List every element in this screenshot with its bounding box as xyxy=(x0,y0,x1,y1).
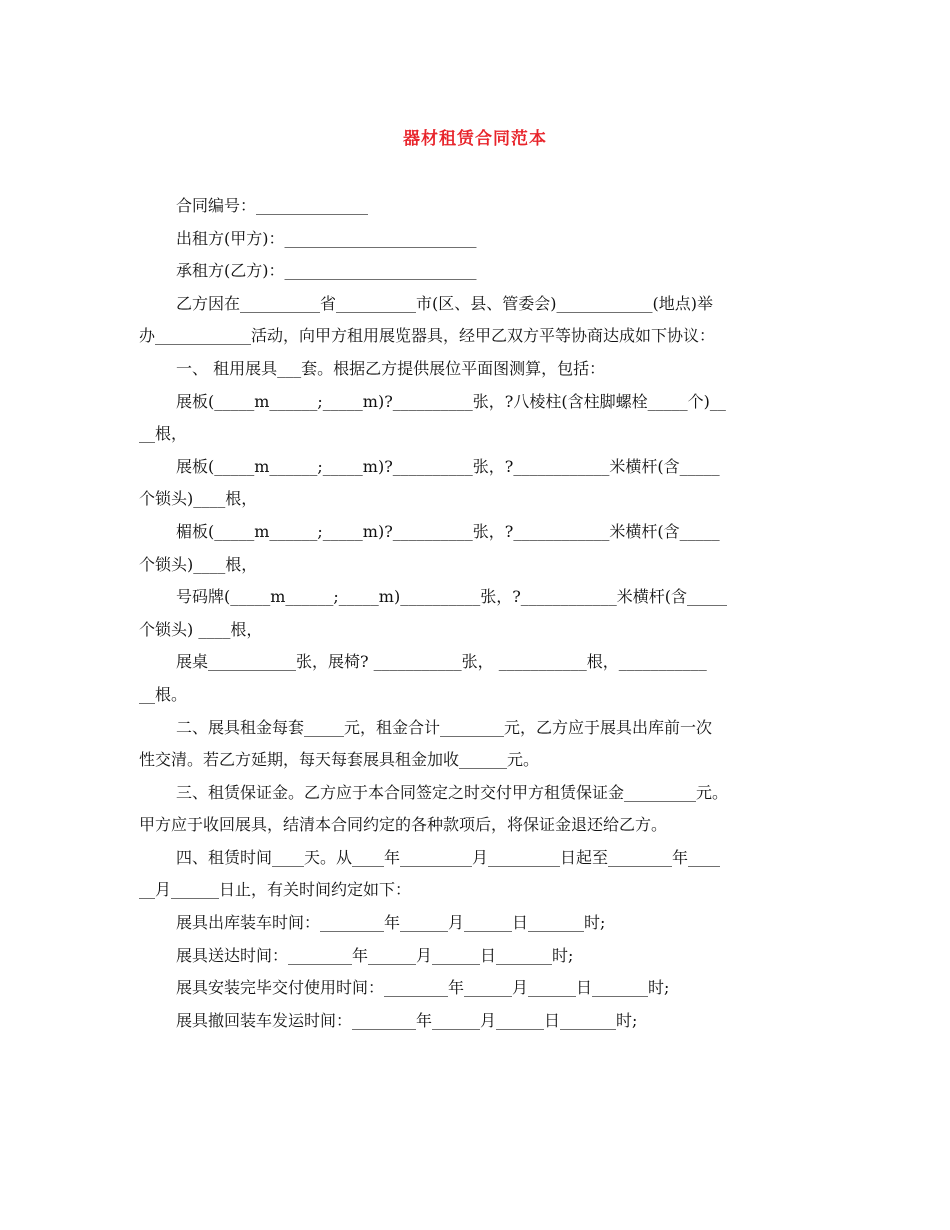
schedule-item: 展具送达时间：________年______月______日_______时; xyxy=(176,945,574,965)
schedule-item: 展具安装完毕交付使用时间：________年______月______日_______时; xyxy=(176,978,670,998)
clause-one-item-continued: __根， xyxy=(139,424,188,444)
document-title: 器材租赁合同范本 xyxy=(403,129,547,149)
clause-four-continued: __月______日止，有关时间约定如下： xyxy=(139,880,412,900)
clause-three: 三、租赁保证金。乙方应于本合同签定之时交付甲方租赁保证金_________元。 xyxy=(176,782,729,802)
clause-three-continued: 甲方应于收回展具，结清本合同约定的各种款项后，将保证金退还给乙方。 xyxy=(139,815,668,835)
clause-one-item: 展板(_____m______;_____m)?__________张，?____________米横杆(含_____ xyxy=(176,456,720,476)
clause-one-item: 号码牌(_____m______;_____m)__________张，?____________米横杆(含_____ xyxy=(176,587,728,607)
clause-two: 二、展具租金每套_____元，租金合计________元，乙方应于展具出库前一次 xyxy=(176,717,713,737)
clause-one-item: 展桌___________张，展椅? ___________张， ___________根，___________ xyxy=(176,652,707,672)
clause-four: 四、租赁时间____天。从____年_________月_________日起至________年____ xyxy=(176,847,721,867)
schedule-item: 展具撤回装车发运时间：________年______月______日_______时; xyxy=(176,1010,638,1030)
clause-two-continued: 性交清。若乙方延期，每天每套展具租金加收______元。 xyxy=(139,750,540,770)
preamble-line: 乙方因在__________省__________市(区、县、管委会)____________(地点)举 xyxy=(176,293,713,313)
lessor-line: 出租方(甲方)：________________________ xyxy=(176,228,477,248)
clause-one-item: 楣板(_____m______;_____m)?__________张，?____________米横杆(含_____ xyxy=(176,521,720,541)
clause-one-heading: 一、 租用展具___套。根据乙方提供展位平面图测算，包括： xyxy=(176,358,606,378)
preamble-line-continued: 办____________活动，向甲方租用展览器具，经甲乙双方平等协商达成如下协议： xyxy=(139,326,716,346)
clause-one-item-continued: __根。 xyxy=(139,684,188,704)
schedule-item: 展具出库装车时间：________年______月______日_______时; xyxy=(176,913,606,933)
contract-body xyxy=(139,190,819,1037)
clause-one-item: 展板(_____m______;_____m)?__________张，?八棱柱(含柱脚螺栓_____个)__ xyxy=(176,391,726,411)
contract-number-line: 合同编号：______________ xyxy=(176,196,369,215)
clause-one-item-continued: 个锁头)____根， xyxy=(139,489,258,509)
clause-one-item-continued: 个锁头) ____根， xyxy=(139,619,263,639)
clause-one-item-continued: 个锁头)____根， xyxy=(139,554,258,574)
lessee-line: 承租方(乙方)：________________________ xyxy=(176,261,477,281)
